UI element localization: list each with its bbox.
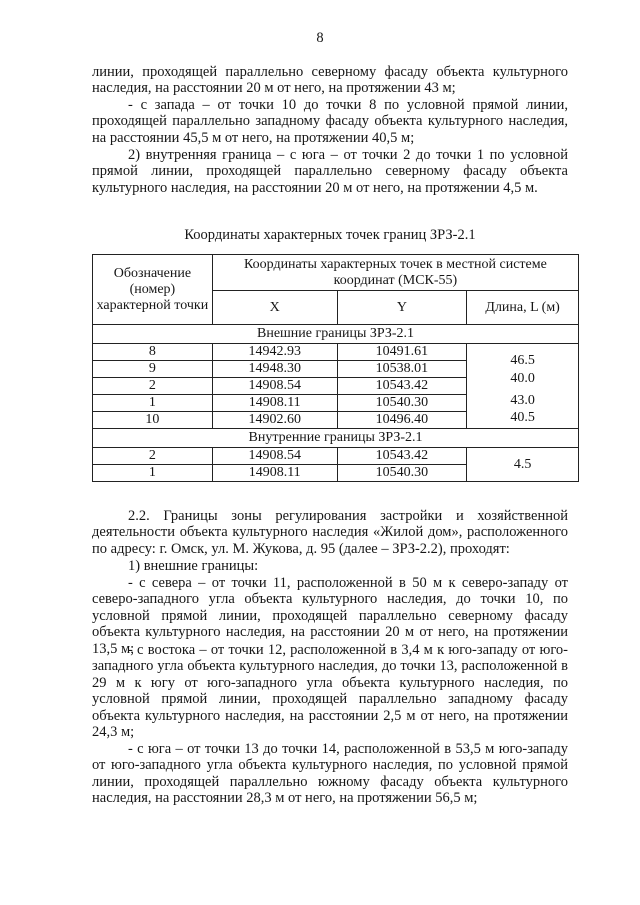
length-value: 43.0 (510, 392, 535, 408)
header-point-designation: Обозначение (номер) характерной точки (93, 255, 213, 325)
paragraph-zrz-2-2-intro: 2.2. Границы зоны регулирования застройки и хозяйственной деятельности объекта культурного наследия «Жилой дом», расположенного по адресу: г. Омск, ул. М. Жукова, д. 95 (далее – ЗРЗ-2.2), проходят: (92, 508, 568, 557)
y-coordinate: 10540.30 (337, 395, 467, 412)
point-number: 1 (93, 395, 213, 412)
x-coordinate: 14942.93 (212, 344, 337, 361)
point-number: 8 (93, 344, 213, 361)
coordinates-table (92, 254, 579, 482)
x-coordinate: 14902.60 (212, 412, 337, 429)
paragraph-east-boundary: - с востока – от точки 12, расположенной в 3,4 м к юго-западу от юго-западного угла объекта культурного наследия, до точки 13, расположенной в 29 м к югу от юго-западного угла объекта культурного наследия, по условной прямой линии, проходящей параллельно западному фасаду объекта культурного наследия, на расстоянии 2,5 м от него, на протяжении 24,3 м; (92, 642, 568, 741)
x-coordinate: 14948.30 (212, 361, 337, 378)
section-inner-boundaries: Внутренние границы ЗРЗ-2.1 (93, 429, 579, 448)
table-row (93, 344, 579, 361)
header-length: Длина, L (м) (467, 291, 579, 325)
point-number: 9 (93, 361, 213, 378)
paragraph-north-boundary: - с севера – от точки 11, расположенной в 50 м к северо-западу от северо-западного угла объекта культурного наследия, до точки 10, по условной прямой линии, проходящей параллельно северному фасаду объекта культурного наследия, на расстоянии 20 м от него, на протяжении 13,5 м; (92, 575, 568, 657)
page-number: 8 (316, 30, 324, 46)
length-value: 40.5 (510, 409, 535, 425)
x-coordinate: 14908.11 (212, 395, 337, 412)
point-number: 2 (93, 378, 213, 395)
length-value: 46.5 (510, 352, 535, 368)
header-y: Y (337, 291, 467, 325)
paragraph-inner-boundary: 2) внутренняя граница – с юга – от точки 2 до точки 1 по условной прямой линии, проходящей параллельно северному фасаду объекта культурного наследия, на расстоянии 20 м от него, на протяжении 4,5 м. (92, 147, 568, 196)
section-outer-boundaries: Внешние границы ЗРЗ-2.1 (93, 325, 579, 344)
paragraph-south-boundary: - с юга – от точки 13 до точки 14, расположенной в 53,5 м юго-западу от юго-западного угла объекта культурного наследия, по условной прямой линии, проходящей параллельно южному фасаду объекта культурного наследия, на расстоянии 28,3 м от него, на протяжении 56,5 м; (92, 741, 568, 807)
y-coordinate: 10496.40 (337, 412, 467, 429)
y-coordinate: 10491.61 (337, 344, 467, 361)
outer-lengths-cell (467, 344, 579, 429)
x-coordinate: 14908.54 (212, 448, 337, 465)
y-coordinate: 10540.30 (337, 465, 467, 482)
point-number: 2 (93, 448, 213, 465)
paragraph-outer-boundaries: 1) внешние границы: (128, 558, 259, 574)
x-coordinate: 14908.54 (212, 378, 337, 395)
point-number: 1 (93, 465, 213, 482)
x-coordinate: 14908.11 (212, 465, 337, 482)
table-caption: Координаты характерных точек границ ЗРЗ-2.1 (184, 227, 476, 243)
table-row (93, 448, 579, 465)
paragraph-west-boundary: - с запада – от точки 10 до точки 8 по условной прямой линии, проходящей параллельно западному фасаду объекта культурного наследия, на расстоянии 45,5 м от него, на протяжении 40,5 м; (92, 97, 568, 146)
y-coordinate: 10538.01 (337, 361, 467, 378)
length-value: 4.5 (467, 448, 579, 482)
header-coordinates-system: Координаты характерных точек в местной системе координат (МСК-55) (212, 255, 578, 291)
length-value: 40.0 (510, 370, 535, 386)
paragraph-continuation: линии, проходящей параллельно северному фасаду объекта культурного наследия, на расстоянии 20 м от него, на протяжении 43 м; (92, 64, 568, 97)
point-number: 10 (93, 412, 213, 429)
header-x: X (212, 291, 337, 325)
y-coordinate: 10543.42 (337, 378, 467, 395)
y-coordinate: 10543.42 (337, 448, 467, 465)
